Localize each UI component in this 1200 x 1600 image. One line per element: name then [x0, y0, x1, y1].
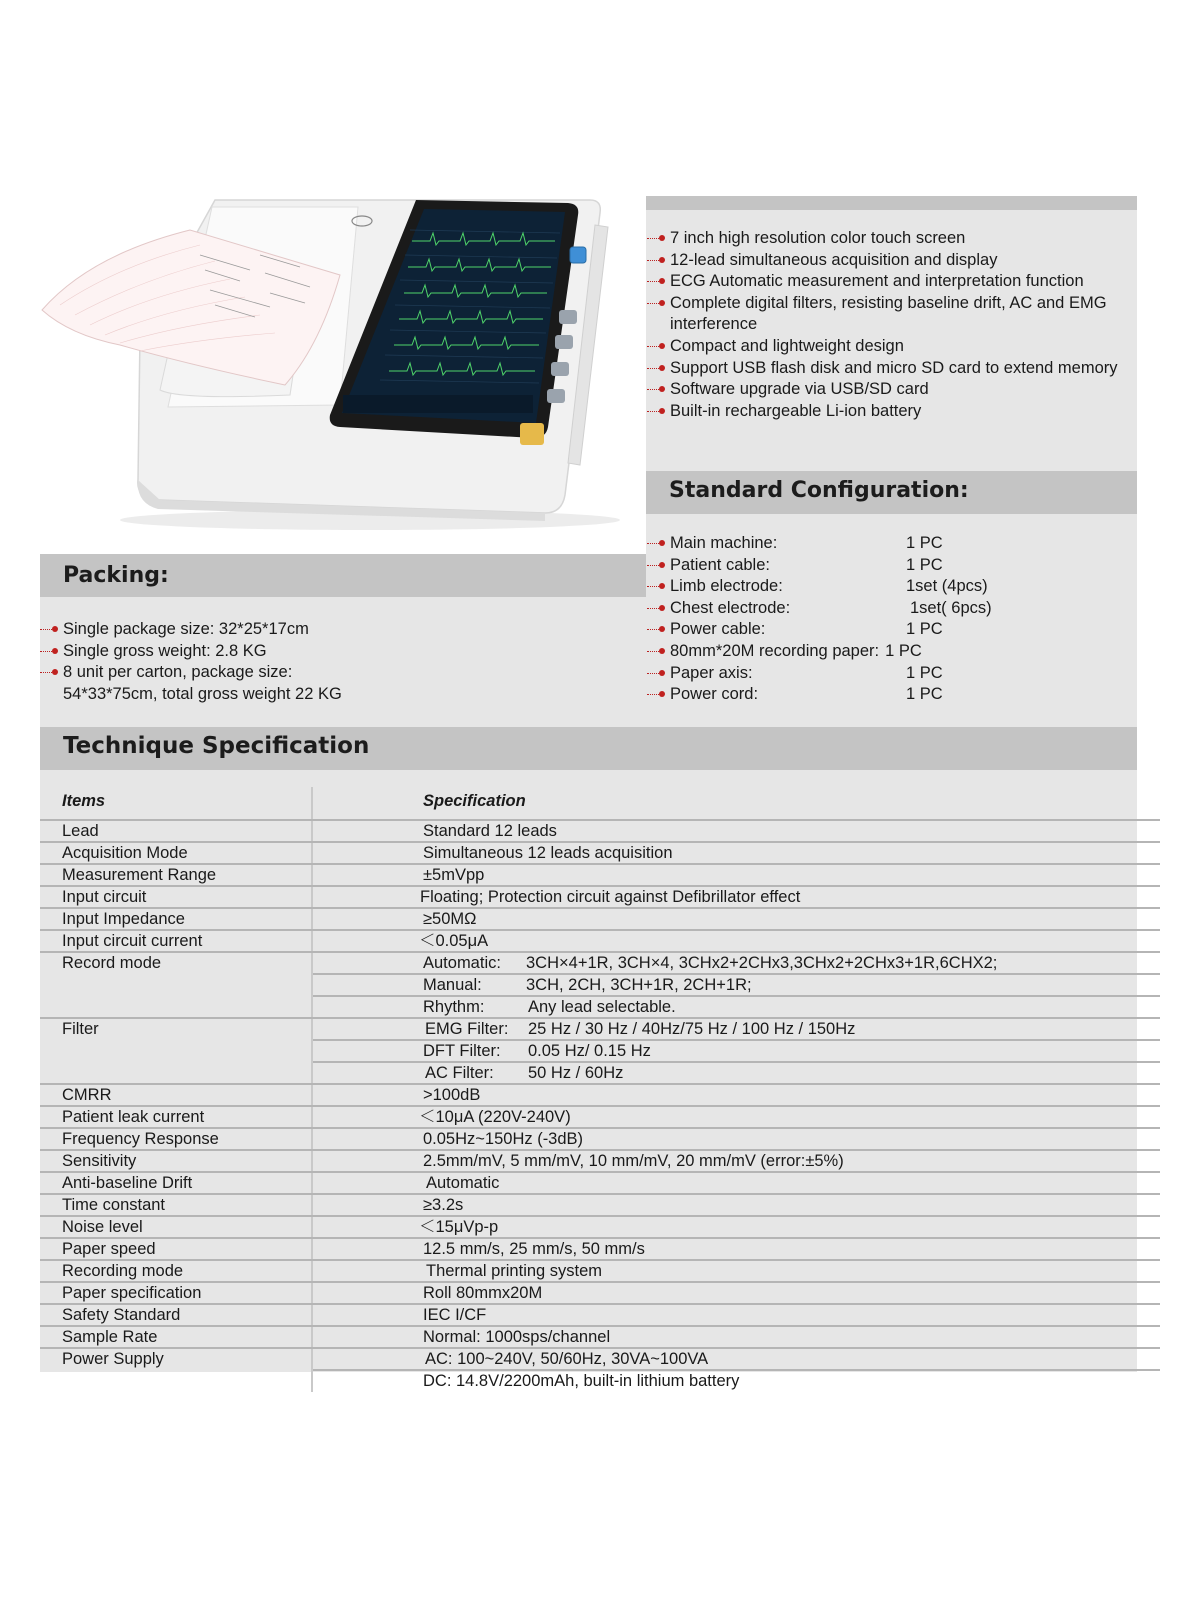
bullet-icon	[647, 694, 663, 696]
table-row: Acquisition Mode Simultaneous 12 leads acquisition	[40, 842, 1160, 864]
bullet-icon	[647, 608, 663, 610]
ecg-machine-illustration	[40, 195, 625, 540]
table-row: Input circuit Floating; Protection circuit against Defibrillator effect	[40, 886, 1160, 908]
list-item: 8 unit per carton, package size: 54*33*75cm, total gross weight 22 KG	[40, 662, 380, 705]
bullet-icon	[647, 651, 663, 653]
table-row: Sensitivity 2.5mm/mV, 5 mm/mV, 10 mm/mV, 20 mm/mV (error:±5%)	[40, 1150, 1160, 1172]
bullet-icon	[647, 411, 663, 413]
table-row: Time constant ≥3.2s	[40, 1194, 1160, 1216]
spec-table	[40, 787, 1160, 1392]
table-row: Safety Standard IEC I/CF	[40, 1304, 1160, 1326]
bullet-icon	[40, 651, 56, 653]
packing-list	[40, 619, 380, 705]
table-header-row	[40, 787, 1160, 820]
bullet-icon	[647, 629, 663, 631]
packing-title: Packing:	[63, 563, 169, 588]
features-list	[647, 228, 1132, 422]
config-row: Power cord: 1 PC	[647, 684, 1132, 706]
list-item: Single package size: 32*25*17cm	[40, 619, 380, 641]
bullet-icon	[647, 543, 663, 545]
bullet-icon	[647, 346, 663, 348]
config-row: Limb electrode: 1set (4pcs)	[647, 576, 1132, 598]
table-row: DFT Filter: 0.05 Hz/ 0.15 Hz	[40, 1040, 1160, 1062]
table-row: Anti-baseline Drift Automatic	[40, 1172, 1160, 1194]
table-row: Record mode Automatic: 3CH×4+1R, 3CH×4, 3CHx2+2CHx3,3CHx2+2CHx3+1R,6CHX2;	[40, 952, 1160, 974]
bullet-icon	[647, 238, 663, 240]
list-item: 7 inch high resolution color touch screen	[647, 228, 1132, 250]
table-row: Input circuit current ＜0.05μA	[40, 930, 1160, 952]
table-row: Rhythm: Any lead selectable.	[40, 996, 1160, 1018]
bullet-icon	[647, 673, 663, 675]
table-row: DC: 14.8V/2200mAh, built-in lithium battery	[40, 1370, 1160, 1392]
table-row: Patient leak current ＜10μA (220V-240V)	[40, 1106, 1160, 1128]
column-header-specification: Specification	[312, 787, 1160, 820]
column-header-items: Items	[40, 787, 312, 820]
bullet-icon	[40, 672, 56, 674]
table-row: AC Filter: 50 Hz / 60Hz	[40, 1062, 1160, 1084]
table-row: Lead Standard 12 leads	[40, 820, 1160, 842]
list-item: 12-lead simultaneous acquisition and display	[647, 250, 1132, 272]
table-row: Power Supply AC: 100~240V, 50/60Hz, 30VA~100VA	[40, 1348, 1160, 1370]
table-row: Manual: 3CH, 2CH, 3CH+1R, 2CH+1R;	[40, 974, 1160, 996]
table-row: Measurement Range ±5mVpp	[40, 864, 1160, 886]
table-row: Sample Rate Normal: 1000sps/channel	[40, 1326, 1160, 1348]
config-row: Main machine: 1 PC	[647, 533, 1132, 555]
config-row: 80mm*20M recording paper: 1 PC	[647, 641, 1132, 663]
config-row: Chest electrode: 1set( 6pcs)	[647, 598, 1132, 620]
table-row: CMRR >100dB	[40, 1084, 1160, 1106]
list-item: ECG Automatic measurement and interpretation function	[647, 271, 1132, 293]
list-item: Built-in rechargeable Li-ion battery	[647, 401, 1132, 423]
config-row: Patient cable: 1 PC	[647, 555, 1132, 577]
table-row: Frequency Response 0.05Hz~150Hz (-3dB)	[40, 1128, 1160, 1150]
configuration-list	[647, 533, 1132, 706]
table-row: Paper speed 12.5 mm/s, 25 mm/s, 50 mm/s	[40, 1238, 1160, 1260]
table-row: Recording mode Thermal printing system	[40, 1260, 1160, 1282]
bullet-icon	[40, 629, 56, 631]
list-item: Single gross weight: 2.8 KG	[40, 641, 380, 663]
bullet-icon	[647, 368, 663, 370]
table-row: Input Impedance ≥50MΩ	[40, 908, 1160, 930]
config-row: Paper axis: 1 PC	[647, 663, 1132, 685]
list-item: Support USB flash disk and micro SD card to extend memory	[647, 358, 1132, 380]
bullet-icon	[647, 260, 663, 262]
features-header-bar	[646, 196, 1137, 210]
list-item: Compact and lightweight design	[647, 336, 1132, 358]
list-item: Software upgrade via USB/SD card	[647, 379, 1132, 401]
technique-title: Technique Specification	[63, 733, 370, 759]
standard-configuration-title: Standard Configuration:	[669, 478, 969, 503]
bullet-icon	[647, 303, 663, 305]
bullet-icon	[647, 586, 663, 588]
table-row: Filter EMG Filter: 25 Hz / 30 Hz / 40Hz/75 Hz / 100 Hz / 150Hz	[40, 1018, 1160, 1040]
table-row: Paper specification Roll 80mmx20M	[40, 1282, 1160, 1304]
bullet-icon	[647, 281, 663, 283]
table-row: Noise level ＜15μVp-p	[40, 1216, 1160, 1238]
config-row: Power cable: 1 PC	[647, 619, 1132, 641]
bullet-icon	[647, 565, 663, 567]
list-item: Complete digital filters, resisting baseline drift, AC and EMG interference	[647, 293, 1132, 336]
bullet-icon	[647, 389, 663, 391]
